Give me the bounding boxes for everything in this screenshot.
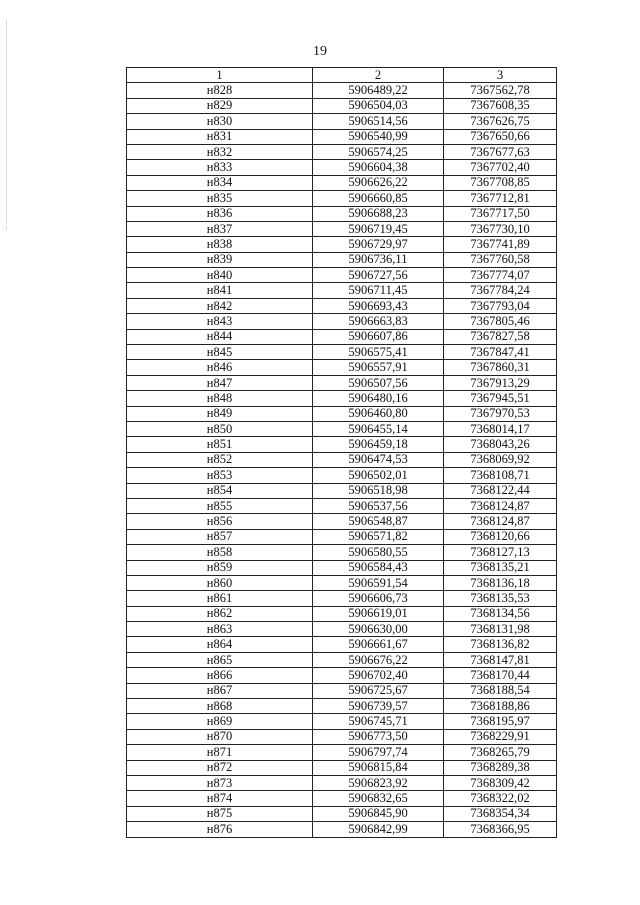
table-row — [127, 468, 557, 483]
x-coordinate-cell: 5906711,45 — [313, 283, 444, 298]
y-coordinate-cell: 7368188,54 — [444, 683, 557, 698]
point-id-cell: н860 — [127, 575, 313, 590]
x-coordinate-cell: 5906575,41 — [313, 345, 444, 360]
x-coordinate-cell: 5906842,99 — [313, 822, 444, 837]
x-coordinate-cell: 5906688,23 — [313, 206, 444, 221]
x-coordinate-cell: 5906584,43 — [313, 560, 444, 575]
point-id-cell: н838 — [127, 237, 313, 252]
table-header-row — [127, 68, 557, 83]
y-coordinate-cell: 7368188,86 — [444, 699, 557, 714]
point-id-cell: н835 — [127, 191, 313, 206]
point-id-cell: н847 — [127, 375, 313, 390]
table-row — [127, 175, 557, 190]
point-id-cell: н872 — [127, 760, 313, 775]
table-body — [127, 83, 557, 837]
x-coordinate-cell: 5906797,74 — [313, 745, 444, 760]
y-coordinate-cell: 7367677,63 — [444, 144, 557, 159]
point-id-cell: н855 — [127, 498, 313, 513]
table-row — [127, 714, 557, 729]
point-id-cell: н876 — [127, 822, 313, 837]
point-id-cell: н856 — [127, 514, 313, 529]
page-number: 19 — [313, 44, 327, 59]
coordinates-table — [126, 67, 557, 838]
x-coordinate-cell: 5906460,80 — [313, 406, 444, 421]
point-id-cell: н853 — [127, 468, 313, 483]
point-id-cell: н828 — [127, 83, 313, 98]
y-coordinate-cell: 7367945,51 — [444, 391, 557, 406]
point-id-cell: н836 — [127, 206, 313, 221]
y-coordinate-cell: 7368043,26 — [444, 437, 557, 452]
y-coordinate-cell: 7367860,31 — [444, 360, 557, 375]
table-row — [127, 668, 557, 683]
table-row — [127, 237, 557, 252]
table-row — [127, 514, 557, 529]
x-coordinate-cell: 5906455,14 — [313, 421, 444, 436]
x-coordinate-cell: 5906480,16 — [313, 391, 444, 406]
point-id-cell: н837 — [127, 221, 313, 236]
y-coordinate-cell: 7368322,02 — [444, 791, 557, 806]
y-coordinate-cell: 7368136,18 — [444, 575, 557, 590]
x-coordinate-cell: 5906626,22 — [313, 175, 444, 190]
x-coordinate-cell: 5906736,11 — [313, 252, 444, 267]
y-coordinate-cell: 7367774,07 — [444, 268, 557, 283]
table-row — [127, 637, 557, 652]
y-coordinate-cell: 7368366,95 — [444, 822, 557, 837]
table-row — [127, 652, 557, 667]
y-coordinate-cell: 7368014,17 — [444, 421, 557, 436]
y-coordinate-cell: 7367562,78 — [444, 83, 557, 98]
x-coordinate-cell: 5906661,67 — [313, 637, 444, 652]
table-row — [127, 775, 557, 790]
table-row — [127, 483, 557, 498]
point-id-cell: н851 — [127, 437, 313, 452]
table-row — [127, 760, 557, 775]
point-id-cell: н844 — [127, 329, 313, 344]
y-coordinate-cell: 7367805,46 — [444, 314, 557, 329]
y-coordinate-cell: 7367741,89 — [444, 237, 557, 252]
table-row — [127, 221, 557, 236]
point-id-cell: н833 — [127, 160, 313, 175]
point-id-cell: н840 — [127, 268, 313, 283]
x-coordinate-cell: 5906693,43 — [313, 298, 444, 313]
x-coordinate-cell: 5906745,71 — [313, 714, 444, 729]
y-coordinate-cell: 7368124,87 — [444, 498, 557, 513]
x-coordinate-cell: 5906557,91 — [313, 360, 444, 375]
point-id-cell: н842 — [127, 298, 313, 313]
x-coordinate-cell: 5906489,22 — [313, 83, 444, 98]
x-coordinate-cell: 5906725,67 — [313, 683, 444, 698]
y-coordinate-cell: 7368309,42 — [444, 775, 557, 790]
table-row — [127, 699, 557, 714]
x-coordinate-cell: 5906548,87 — [313, 514, 444, 529]
point-id-cell: н845 — [127, 345, 313, 360]
point-id-cell: н849 — [127, 406, 313, 421]
x-coordinate-cell: 5906540,99 — [313, 129, 444, 144]
table-row — [127, 729, 557, 744]
x-coordinate-cell: 5906815,84 — [313, 760, 444, 775]
x-coordinate-cell: 5906729,97 — [313, 237, 444, 252]
y-coordinate-cell: 7368229,91 — [444, 729, 557, 744]
y-coordinate-cell: 7367708,85 — [444, 175, 557, 190]
table-row — [127, 98, 557, 113]
table-row — [127, 191, 557, 206]
table-row — [127, 329, 557, 344]
y-coordinate-cell: 7367970,53 — [444, 406, 557, 421]
y-coordinate-cell: 7367650,66 — [444, 129, 557, 144]
point-id-cell: н867 — [127, 683, 313, 698]
y-coordinate-cell: 7368170,44 — [444, 668, 557, 683]
y-coordinate-cell: 7367626,75 — [444, 114, 557, 129]
x-coordinate-cell: 5906719,45 — [313, 221, 444, 236]
x-coordinate-cell: 5906630,00 — [313, 622, 444, 637]
point-id-cell: н841 — [127, 283, 313, 298]
y-coordinate-cell: 7368147,81 — [444, 652, 557, 667]
point-id-cell: н864 — [127, 637, 313, 652]
point-id-cell: н850 — [127, 421, 313, 436]
y-coordinate-cell: 7368135,53 — [444, 591, 557, 606]
table-row — [127, 206, 557, 221]
y-coordinate-cell: 7367827,58 — [444, 329, 557, 344]
point-id-cell: н869 — [127, 714, 313, 729]
table-row — [127, 391, 557, 406]
table-row — [127, 745, 557, 760]
table-row — [127, 498, 557, 513]
x-coordinate-cell: 5906507,56 — [313, 375, 444, 390]
table-row — [127, 114, 557, 129]
x-coordinate-cell: 5906619,01 — [313, 606, 444, 621]
y-coordinate-cell: 7368265,79 — [444, 745, 557, 760]
table-row — [127, 560, 557, 575]
point-id-cell: н862 — [127, 606, 313, 621]
y-coordinate-cell: 7368195,97 — [444, 714, 557, 729]
x-coordinate-cell: 5906574,25 — [313, 144, 444, 159]
y-coordinate-cell: 7368135,21 — [444, 560, 557, 575]
table-row — [127, 160, 557, 175]
point-id-cell: н863 — [127, 622, 313, 637]
table-row — [127, 375, 557, 390]
point-id-cell: н831 — [127, 129, 313, 144]
y-coordinate-cell: 7367608,35 — [444, 98, 557, 113]
y-coordinate-cell: 7367784,24 — [444, 283, 557, 298]
y-coordinate-cell: 7367712,81 — [444, 191, 557, 206]
column-header-3: 3 — [444, 68, 557, 83]
point-id-cell: н834 — [127, 175, 313, 190]
table-row — [127, 437, 557, 452]
x-coordinate-cell: 5906676,22 — [313, 652, 444, 667]
point-id-cell: н875 — [127, 806, 313, 821]
table-row — [127, 806, 557, 821]
y-coordinate-cell: 7367717,50 — [444, 206, 557, 221]
y-coordinate-cell: 7367702,40 — [444, 160, 557, 175]
x-coordinate-cell: 5906739,57 — [313, 699, 444, 714]
x-coordinate-cell: 5906518,98 — [313, 483, 444, 498]
table-row — [127, 298, 557, 313]
y-coordinate-cell: 7367730,10 — [444, 221, 557, 236]
table-row — [127, 144, 557, 159]
x-coordinate-cell: 5906823,92 — [313, 775, 444, 790]
x-coordinate-cell: 5906502,01 — [313, 468, 444, 483]
point-id-cell: н843 — [127, 314, 313, 329]
y-coordinate-cell: 7368122,44 — [444, 483, 557, 498]
y-coordinate-cell: 7368131,98 — [444, 622, 557, 637]
y-coordinate-cell: 7368127,13 — [444, 545, 557, 560]
point-id-cell: н852 — [127, 452, 313, 467]
x-coordinate-cell: 5906504,03 — [313, 98, 444, 113]
x-coordinate-cell: 5906702,40 — [313, 668, 444, 683]
table-row — [127, 129, 557, 144]
y-coordinate-cell: 7368289,38 — [444, 760, 557, 775]
table-row — [127, 591, 557, 606]
table-row — [127, 283, 557, 298]
x-coordinate-cell: 5906607,86 — [313, 329, 444, 344]
table-row — [127, 822, 557, 837]
table-row — [127, 545, 557, 560]
point-id-cell: н870 — [127, 729, 313, 744]
y-coordinate-cell: 7368124,87 — [444, 514, 557, 529]
y-coordinate-cell: 7368069,92 — [444, 452, 557, 467]
table-row — [127, 606, 557, 621]
y-coordinate-cell: 7367913,29 — [444, 375, 557, 390]
x-coordinate-cell: 5906663,83 — [313, 314, 444, 329]
x-coordinate-cell: 5906660,85 — [313, 191, 444, 206]
point-id-cell: н871 — [127, 745, 313, 760]
y-coordinate-cell: 7368136,82 — [444, 637, 557, 652]
point-id-cell: н873 — [127, 775, 313, 790]
table-row — [127, 452, 557, 467]
point-id-cell: н861 — [127, 591, 313, 606]
point-id-cell: н839 — [127, 252, 313, 267]
y-coordinate-cell: 7368354,34 — [444, 806, 557, 821]
x-coordinate-cell: 5906591,54 — [313, 575, 444, 590]
table-row — [127, 268, 557, 283]
table-row — [127, 421, 557, 436]
point-id-cell: н868 — [127, 699, 313, 714]
x-coordinate-cell: 5906474,53 — [313, 452, 444, 467]
table-row — [127, 314, 557, 329]
point-id-cell: н829 — [127, 98, 313, 113]
table-row — [127, 529, 557, 544]
x-coordinate-cell: 5906604,38 — [313, 160, 444, 175]
x-coordinate-cell: 5906514,56 — [313, 114, 444, 129]
x-coordinate-cell: 5906773,50 — [313, 729, 444, 744]
table-row — [127, 575, 557, 590]
y-coordinate-cell: 7367793,04 — [444, 298, 557, 313]
x-coordinate-cell: 5906537,56 — [313, 498, 444, 513]
point-id-cell: н866 — [127, 668, 313, 683]
point-id-cell: н859 — [127, 560, 313, 575]
x-coordinate-cell: 5906832,65 — [313, 791, 444, 806]
y-coordinate-cell: 7367847,41 — [444, 345, 557, 360]
table-row — [127, 360, 557, 375]
x-coordinate-cell: 5906580,55 — [313, 545, 444, 560]
x-coordinate-cell: 5906727,56 — [313, 268, 444, 283]
y-coordinate-cell: 7368108,71 — [444, 468, 557, 483]
table-row — [127, 791, 557, 806]
x-coordinate-cell: 5906845,90 — [313, 806, 444, 821]
y-coordinate-cell: 7368120,66 — [444, 529, 557, 544]
point-id-cell: н846 — [127, 360, 313, 375]
point-id-cell: н854 — [127, 483, 313, 498]
y-coordinate-cell: 7368134,56 — [444, 606, 557, 621]
x-coordinate-cell: 5906459,18 — [313, 437, 444, 452]
y-coordinate-cell: 7367760,58 — [444, 252, 557, 267]
x-coordinate-cell: 5906571,82 — [313, 529, 444, 544]
point-id-cell: н857 — [127, 529, 313, 544]
point-id-cell: н848 — [127, 391, 313, 406]
table-row — [127, 622, 557, 637]
point-id-cell: н830 — [127, 114, 313, 129]
table-row — [127, 83, 557, 98]
column-header-2: 2 — [313, 68, 444, 83]
point-id-cell: н832 — [127, 144, 313, 159]
table-row — [127, 252, 557, 267]
table-row — [127, 345, 557, 360]
point-id-cell: н865 — [127, 652, 313, 667]
table-row — [127, 406, 557, 421]
table-row — [127, 683, 557, 698]
x-coordinate-cell: 5906606,73 — [313, 591, 444, 606]
point-id-cell: н874 — [127, 791, 313, 806]
column-header-1: 1 — [127, 68, 313, 83]
point-id-cell: н858 — [127, 545, 313, 560]
